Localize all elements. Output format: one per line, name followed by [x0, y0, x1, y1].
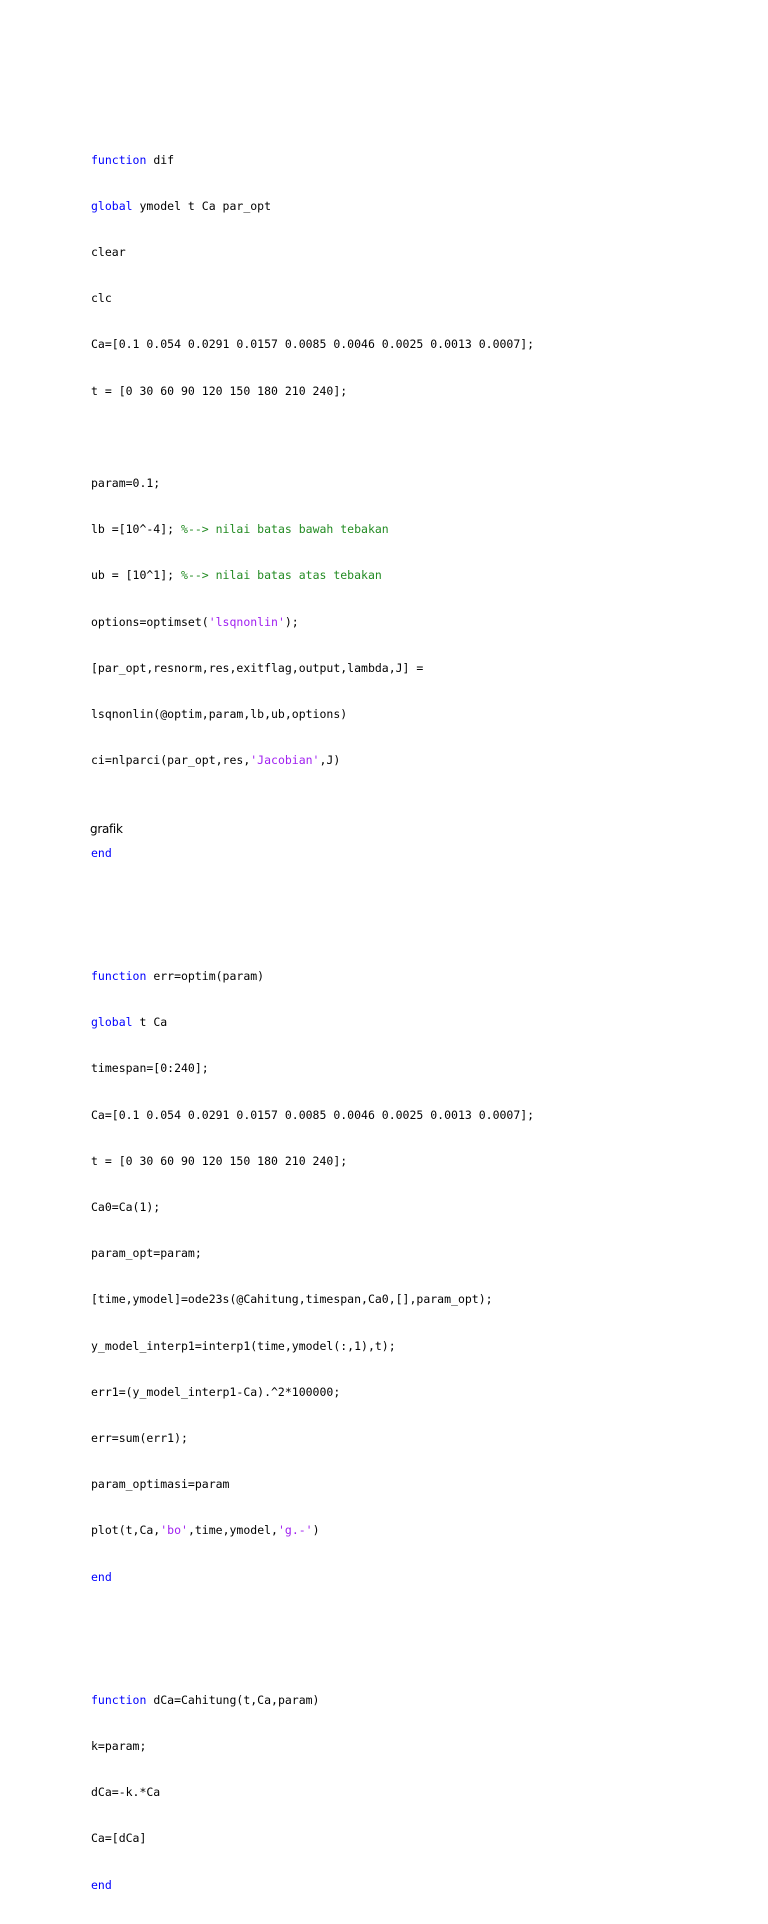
code-text: ub = [10^1];: [91, 568, 182, 583]
keyword: global: [91, 198, 133, 213]
code-text: plot(t,Ca,: [91, 1523, 161, 1538]
code-text: dif: [146, 152, 175, 167]
code-line: [91, 291, 534, 306]
code-line: [91, 1477, 534, 1492]
code-line: [91, 199, 534, 214]
keyword: end: [91, 1569, 112, 1584]
code-line: [91, 337, 534, 352]
code-text: clear: [91, 245, 126, 260]
code-text: ): [312, 1523, 320, 1538]
keyword: global: [91, 1015, 133, 1030]
code-line: [91, 1061, 534, 1076]
code-line: [91, 384, 534, 399]
code-text: dCa=-k.*Ca: [91, 1785, 161, 1800]
code-text: [par_opt,resnorm,res,exitflag,output,lambda,J] =: [91, 660, 424, 675]
code-line: [91, 1431, 534, 1446]
code-line: [91, 1523, 534, 1538]
code-text: Ca=[0.1 0.054 0.0291 0.0157 0.0085 0.0046 0.0025 0.0013 0.0007];: [91, 1107, 535, 1122]
code-text: Ca0=Ca(1);: [91, 1199, 161, 1214]
keyword: function: [91, 1692, 147, 1707]
code-line: [91, 846, 534, 861]
code-text: options=optimset(: [91, 614, 209, 629]
code-comment: %--> nilai batas atas tebakan: [181, 568, 382, 583]
code-text: [time,ymodel]=ode23s(@Cahitung,timespan,Ca0,[],param_opt);: [91, 1292, 493, 1307]
code-line: [91, 1878, 534, 1893]
blank-line: [91, 799, 534, 814]
code-text: y_model_interp1=interp1(time,ymodel(:,1),t);: [91, 1338, 396, 1353]
blank-line: [91, 892, 534, 907]
code-text: Ca=[dCa]: [91, 1831, 147, 1846]
keyword: function: [91, 968, 147, 983]
blank-line: [91, 430, 534, 445]
code-text: t Ca: [132, 1015, 168, 1030]
code-text: t = [0 30 60 90 120 150 180 210 240];: [91, 1153, 348, 1168]
code-text: param_opt=param;: [91, 1246, 202, 1261]
code-line: [91, 1385, 534, 1400]
code-line: [91, 1246, 534, 1261]
code-line: [91, 1831, 534, 1846]
code-text: dCa=Cahitung(t,Ca,param): [146, 1692, 320, 1707]
string-literal: 'bo': [160, 1523, 188, 1538]
code-line: [91, 1015, 534, 1030]
section-caption: grafik: [90, 822, 123, 836]
code-line: [91, 661, 534, 676]
code-text: clc: [91, 291, 112, 306]
code-text: err=sum(err1);: [91, 1430, 188, 1445]
code-line: [91, 1570, 534, 1585]
keyword: function: [91, 152, 147, 167]
string-literal: 'g.-': [277, 1523, 313, 1538]
string-literal: 'Jacobian': [250, 753, 320, 768]
code-text: ,time,ymodel,: [187, 1523, 278, 1538]
code-text: err1=(y_model_interp1-Ca).^2*100000;: [91, 1384, 341, 1399]
code-text: );: [284, 614, 299, 629]
code-line: [91, 245, 534, 260]
code-line: [91, 1785, 534, 1800]
code-line: [91, 1200, 534, 1215]
code-text: param=0.1;: [91, 476, 161, 491]
code-line: [91, 1339, 534, 1354]
matlab-code-listing: [91, 91, 534, 1924]
code-text: Ca=[0.1 0.054 0.0291 0.0157 0.0085 0.0046 0.0025 0.0013 0.0007];: [91, 337, 535, 352]
code-text: t = [0 30 60 90 120 150 180 210 240];: [91, 383, 348, 398]
code-line: [91, 969, 534, 984]
code-text: ,J): [319, 753, 341, 768]
keyword: end: [91, 845, 112, 860]
blank-line: [91, 1616, 534, 1631]
code-text: k=param;: [91, 1738, 147, 1753]
keyword: end: [91, 1877, 112, 1892]
code-line: [91, 1108, 534, 1123]
code-line: [91, 476, 534, 491]
string-literal: 'lsqnonlin': [208, 614, 285, 629]
code-line: [91, 1292, 534, 1307]
code-line: [91, 568, 534, 583]
code-text: ci=nlparci(par_opt,res,: [91, 753, 251, 768]
code-text: ymodel t Ca par_opt: [132, 198, 272, 213]
code-line: [91, 1739, 534, 1754]
code-comment: %--> nilai batas bawah tebakan: [181, 522, 389, 537]
code-line: [91, 615, 534, 630]
code-text: err=optim(param): [146, 968, 265, 983]
code-line: [91, 707, 534, 722]
code-line: [91, 753, 534, 768]
code-line: [91, 1693, 534, 1708]
code-line: [91, 522, 534, 537]
code-text: lb =[10^-4];: [91, 522, 182, 537]
code-text: lsqnonlin(@optim,param,lb,ub,options): [91, 707, 348, 722]
code-line: [91, 1154, 534, 1169]
code-line: [91, 153, 534, 168]
code-text: param_optimasi=param: [91, 1477, 230, 1492]
code-text: timespan=[0:240];: [91, 1061, 209, 1076]
